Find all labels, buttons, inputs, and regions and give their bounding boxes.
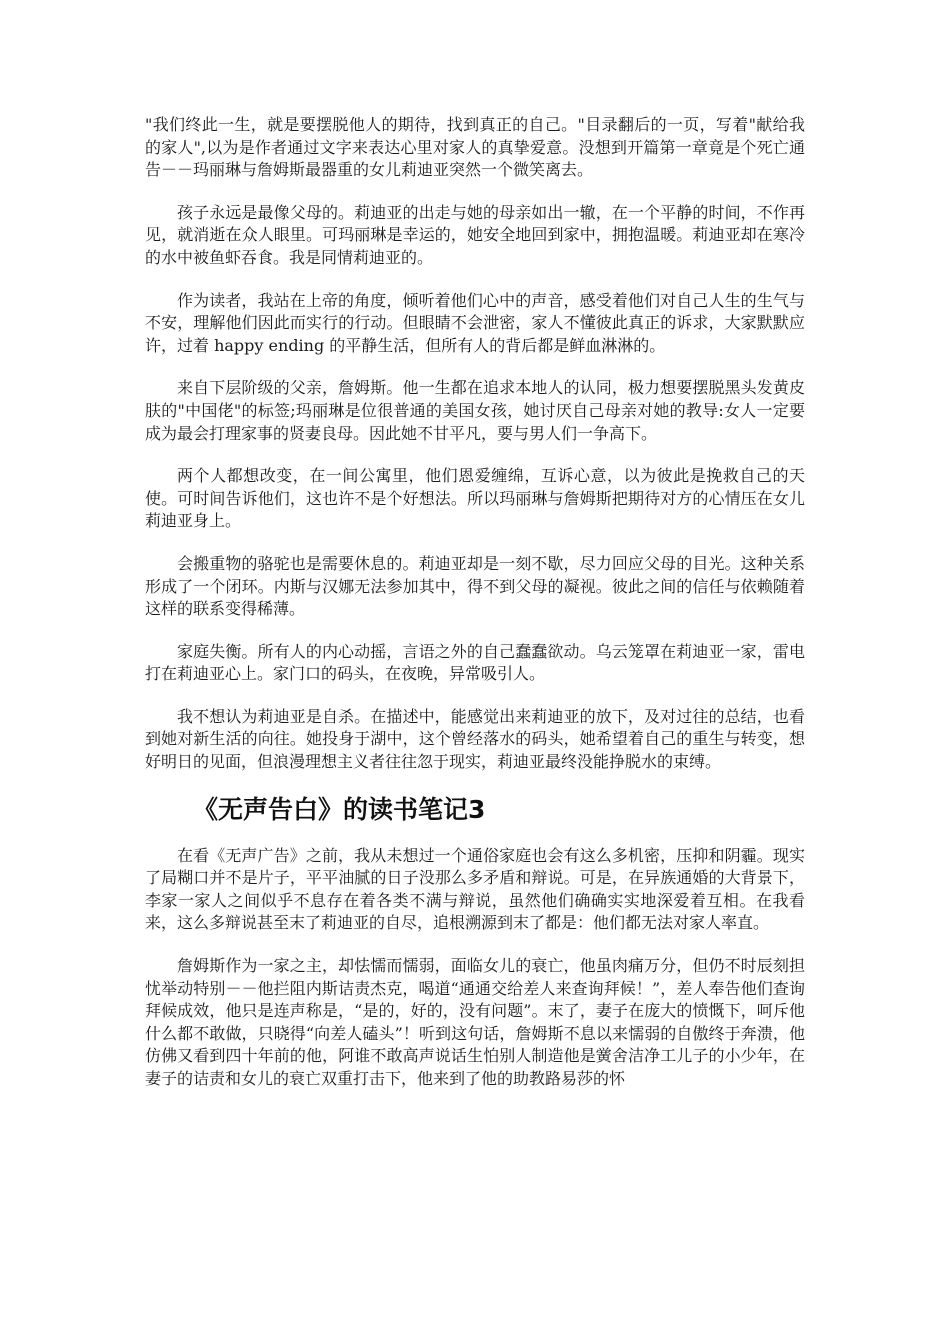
paragraph-body: 在看《无声广告》之前，我从未想过一个通俗家庭也会有这么多机密，压抑和阴霾。现实了局糊口并不是片子，平平油腻的日子没那么多矛盾和辩说。可是，在异族通婚的大背景下，李家一家人之间似乎不息存在着各类不满与辩说，虽然他们确确实实地深爱着互相。在我看来，这么多辩说甚至末了莉迪亚的自尽，追根溯源到末了都是：他们都无法对家人率直。 <box>145 845 805 933</box>
paragraph-body: 来自下层阶级的父亲，詹姆斯。他一生都在追求本地人的认同，极力想要摆脱黑头发黄皮肤的"中国佬"的标签;玛丽琳是位很普通的美国女孩，她讨厌自己母亲对她的教导:女人一定要成为最会打理家事的贤妻良母。因此她不甘平凡，要与男人们一争高下。 <box>145 378 805 443</box>
paragraph-body: 家庭失衡。所有人的内心动摇，言语之外的自己蠢蠢欲动。乌云笼罩在莉迪亚一家，雷电打在莉迪亚心上。家门口的码头，在夜晚，异常吸引人。 <box>145 641 805 684</box>
paragraph-body: 两个人都想改变，在一间公寓里，他们恩爱缠绵，互诉心意，以为彼此是挽救自己的天使。可时间告诉他们，这也许不是个好想法。所以玛丽琳与詹姆斯把期待对方的心情压在女儿莉迪亚身上。 <box>145 466 805 531</box>
paragraph-body: 孩子永远是最像父母的。莉迪亚的出走与她的母亲如出一辙，在一个平静的时间，不作再见，就消逝在众人眼里。可玛丽琳是幸运的，她安全地回到家中，拥抱温暖。莉迪亚却在寒冷的水中被鱼虾吞食。我是同情莉迪亚的。 <box>145 202 805 267</box>
section-heading: 《无声告白》的读书笔记3 <box>193 794 486 824</box>
paragraph-body: 詹姆斯作为一家之主，却怯懦而懦弱，面临女儿的衰亡，他虽肉痛万分，但仍不时辰刻担忧举动特别－－他拦阻内斯诘责杰克，喝道“通通交给差人来查询拜候！”，差人奉告他们查询拜候成效，他只是连声称是，“是的，好的，没有问题”。末了，妻子在庞大的愤慨下，呵斥他什么都不敢做，只晓得“向差人磕头”！听到这句话，詹姆斯不息以来懦弱的自傲终于奔溃，他仿佛又看到四十年前的他，阿谁不敢高声说话生怕别人制造他是黉舍洁净工儿子的小少年，在妻子的诘责和女儿的衰亡双重打击下，他来到了他的助教路易莎的怀 <box>145 956 805 1088</box>
paragraph-body: 会搬重物的骆驼也是需要休息的。莉迪亚却是一刻不歇，尽力回应父母的目光。这种关系形成了一个闭环。内斯与汉娜无法参加其中，得不到父母的凝视。彼此之间的信任与依赖随着这样的联系变得稀薄。 <box>145 553 805 619</box>
paragraph-epigraph: "我们终此一生，就是要摆脱他人的期待，找到真正的自己。"目录翻后的一页，写着"献给我的家人",以为是作者通过文字来表达心里对家人的真挚爱意。没想到开篇第一章竟是个死亡通告－－玛丽琳与詹姆斯最器重的女儿莉迪亚突然一个微笑离去。 <box>145 115 805 180</box>
paragraph-body: 作为读者，我站在上帝的角度，倾听着他们心中的声音，感受着他们对自己人生的生气与不安，理解他们因此而实行的行动。但眼睛不会泄密，家人不懂彼此真正的诉求，大家默默应许，过着 happy ending 的平静生活，但所有人的背后都是鲜血淋淋的。 <box>145 290 805 355</box>
paragraph-body: 我不想认为莉迪亚是自杀。在描述中，能感觉出来莉迪亚的放下，及对过往的总结，也看到她对新生活的向往。她投身于湖中，这个曾经落水的码头，她希望着自己的重生与转变，想好明日的见面，但浪漫理想主义者往往忽于现实，莉迪亚最终没能挣脱水的束缚。 <box>145 706 805 772</box>
document-page <box>145 114 805 1111</box>
